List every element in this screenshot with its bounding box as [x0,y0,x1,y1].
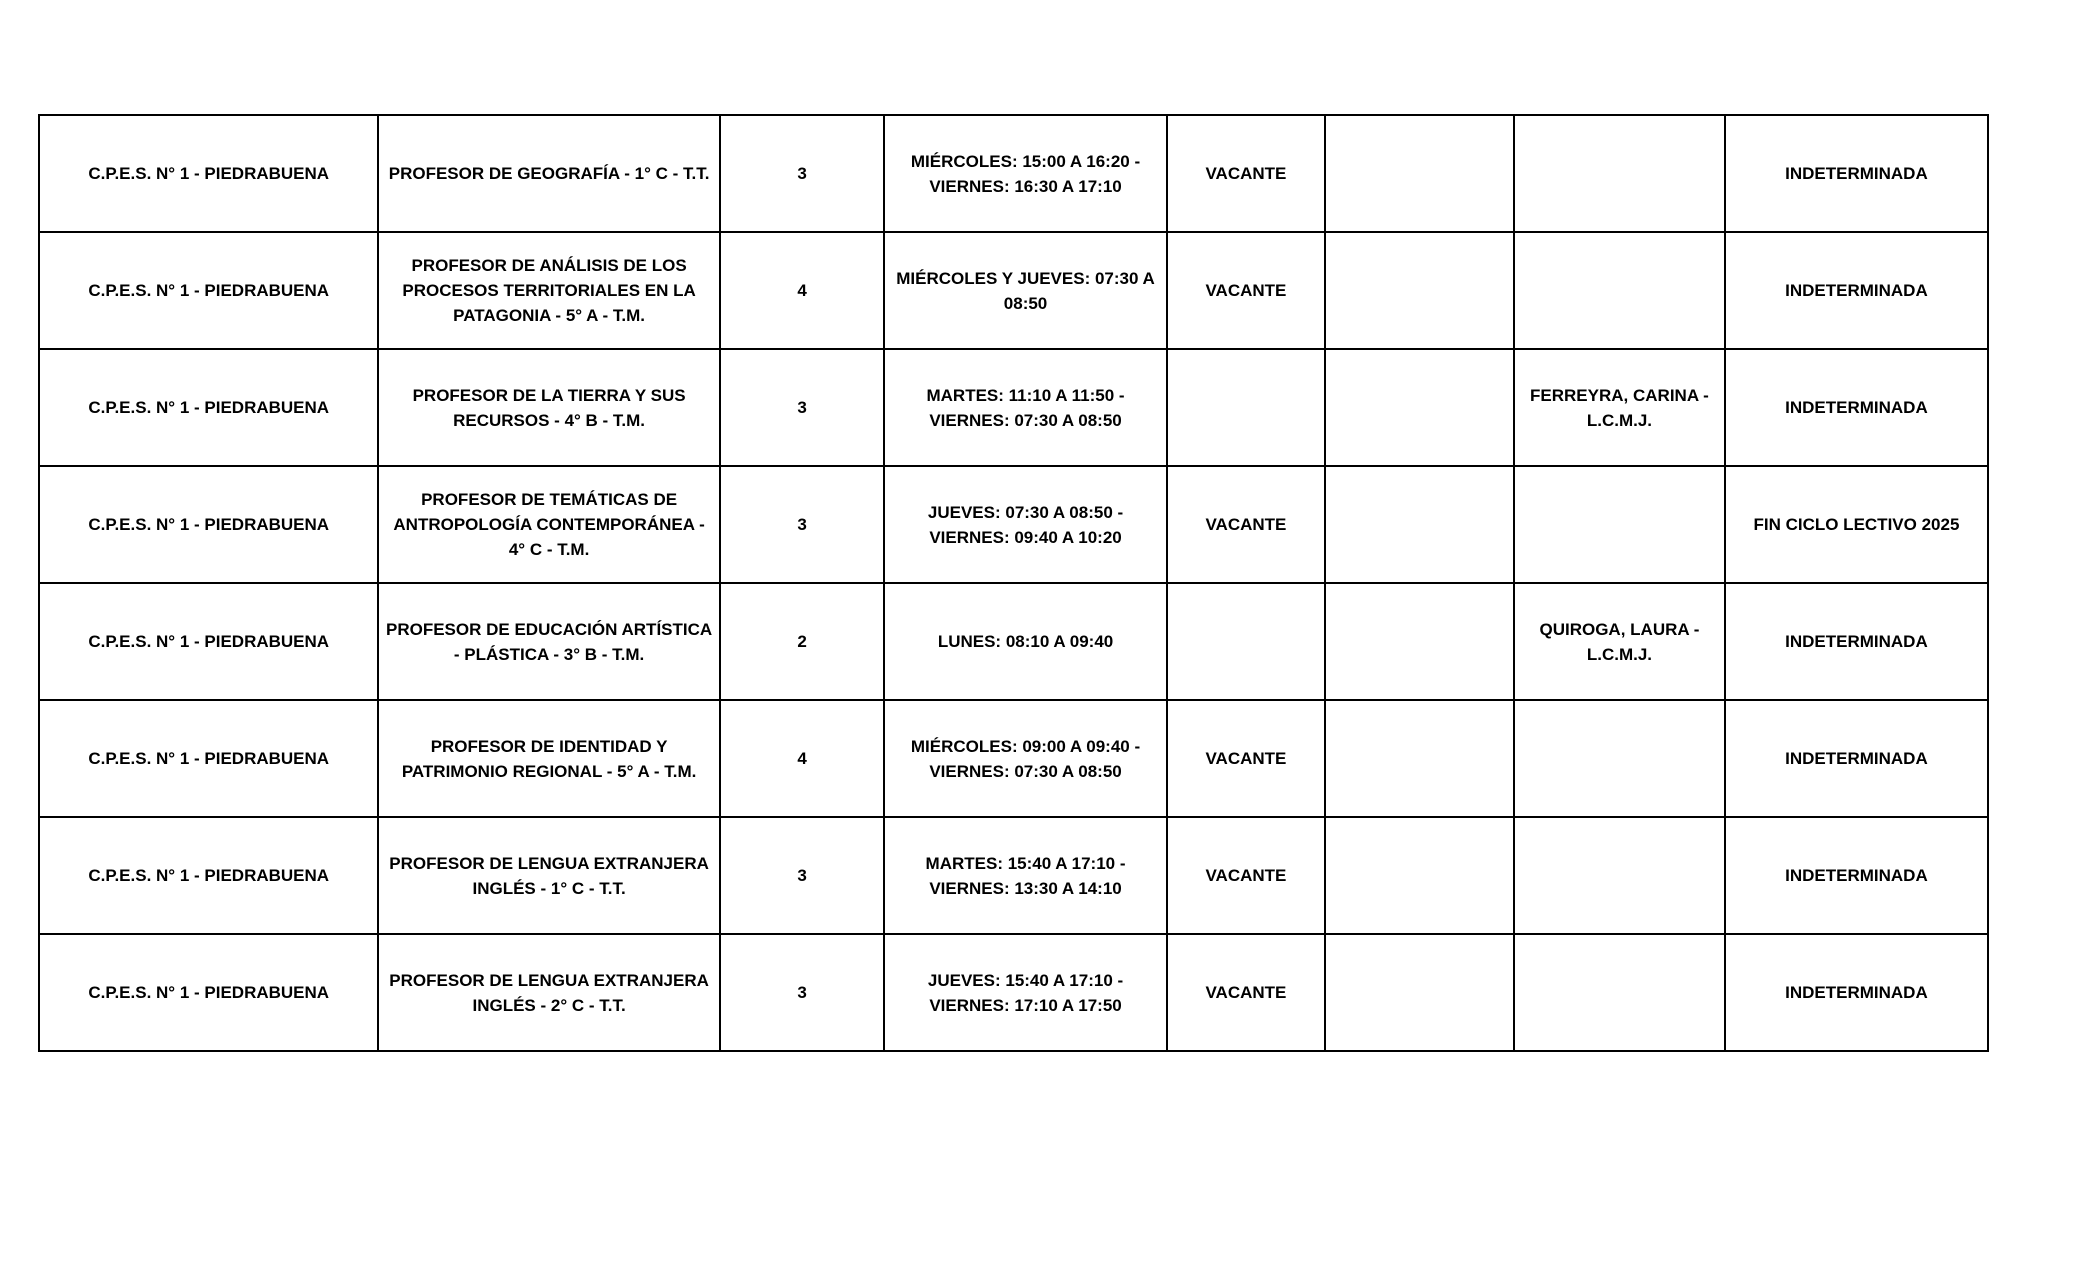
table-row [39,349,1988,466]
table-row [39,700,1988,817]
hours-cell: 3 [720,466,885,583]
empty-cell [1325,934,1514,1051]
holder-cell [1514,115,1725,232]
schedule-cell: MIÉRCOLES Y JUEVES: 07:30 A 08:50 [884,232,1166,349]
hours-cell: 4 [720,232,885,349]
holder-cell [1514,466,1725,583]
term-cell: INDETERMINADA [1725,349,1988,466]
term-cell: INDETERMINADA [1725,700,1988,817]
hours-cell: 3 [720,817,885,934]
position-cell: PROFESOR DE LENGUA EXTRANJERA INGLÉS - 2° C - T.T. [378,934,719,1051]
position-cell: PROFESOR DE LA TIERRA Y SUS RECURSOS - 4° B - T.M. [378,349,719,466]
status-cell: VACANTE [1167,817,1326,934]
table-row [39,934,1988,1051]
holder-cell [1514,700,1725,817]
status-cell: VACANTE [1167,466,1326,583]
holder-cell [1514,817,1725,934]
status-cell: VACANTE [1167,115,1326,232]
status-cell [1167,583,1326,700]
empty-cell [1325,232,1514,349]
holder-cell: FERREYRA, CARINA - L.C.M.J. [1514,349,1725,466]
position-cell: PROFESOR DE LENGUA EXTRANJERA INGLÉS - 1° C - T.T. [378,817,719,934]
term-cell: INDETERMINADA [1725,583,1988,700]
position-cell: PROFESOR DE TEMÁTICAS DE ANTROPOLOGÍA CONTEMPORÁNEA - 4° C - T.M. [378,466,719,583]
schedule-cell: MIÉRCOLES: 09:00 A 09:40 - VIERNES: 07:30 A 08:50 [884,700,1166,817]
table-row [39,466,1988,583]
hours-cell: 2 [720,583,885,700]
position-cell: PROFESOR DE EDUCACIÓN ARTÍSTICA - PLÁSTICA - 3° B - T.M. [378,583,719,700]
holder-cell: QUIROGA, LAURA - L.C.M.J. [1514,583,1725,700]
status-cell: VACANTE [1167,934,1326,1051]
term-cell: INDETERMINADA [1725,232,1988,349]
vacancy-table [38,114,1989,1052]
school-cell: C.P.E.S. N° 1 - PIEDRABUENA [39,700,378,817]
position-cell: PROFESOR DE ANÁLISIS DE LOS PROCESOS TERRITORIALES EN LA PATAGONIA - 5° A - T.M. [378,232,719,349]
term-cell: INDETERMINADA [1725,817,1988,934]
schedule-cell: JUEVES: 15:40 A 17:10 - VIERNES: 17:10 A 17:50 [884,934,1166,1051]
status-cell: VACANTE [1167,700,1326,817]
empty-cell [1325,700,1514,817]
school-cell: C.P.E.S. N° 1 - PIEDRABUENA [39,349,378,466]
table-row [39,583,1988,700]
schedule-cell: MARTES: 11:10 A 11:50 - VIERNES: 07:30 A 08:50 [884,349,1166,466]
schedule-cell: MIÉRCOLES: 15:00 A 16:20 - VIERNES: 16:30 A 17:10 [884,115,1166,232]
empty-cell [1325,466,1514,583]
school-cell: C.P.E.S. N° 1 - PIEDRABUENA [39,583,378,700]
term-cell: INDETERMINADA [1725,115,1988,232]
holder-cell [1514,934,1725,1051]
schedule-cell: LUNES: 08:10 A 09:40 [884,583,1166,700]
hours-cell: 3 [720,934,885,1051]
term-cell: INDETERMINADA [1725,934,1988,1051]
school-cell: C.P.E.S. N° 1 - PIEDRABUENA [39,466,378,583]
holder-cell [1514,232,1725,349]
hours-cell: 3 [720,115,885,232]
status-cell: VACANTE [1167,232,1326,349]
school-cell: C.P.E.S. N° 1 - PIEDRABUENA [39,817,378,934]
position-cell: PROFESOR DE IDENTIDAD Y PATRIMONIO REGIONAL - 5° A - T.M. [378,700,719,817]
empty-cell [1325,817,1514,934]
schedule-cell: JUEVES: 07:30 A 08:50 - VIERNES: 09:40 A 10:20 [884,466,1166,583]
school-cell: C.P.E.S. N° 1 - PIEDRABUENA [39,934,378,1051]
position-cell: PROFESOR DE GEOGRAFÍA - 1° C - T.T. [378,115,719,232]
term-cell: FIN CICLO LECTIVO 2025 [1725,466,1988,583]
school-cell: C.P.E.S. N° 1 - PIEDRABUENA [39,115,378,232]
hours-cell: 3 [720,349,885,466]
table-row [39,232,1988,349]
table-row [39,115,1988,232]
school-cell: C.P.E.S. N° 1 - PIEDRABUENA [39,232,378,349]
hours-cell: 4 [720,700,885,817]
status-cell [1167,349,1326,466]
empty-cell [1325,583,1514,700]
empty-cell [1325,349,1514,466]
schedule-cell: MARTES: 15:40 A 17:10 - VIERNES: 13:30 A 14:10 [884,817,1166,934]
table-row [39,817,1988,934]
empty-cell [1325,115,1514,232]
